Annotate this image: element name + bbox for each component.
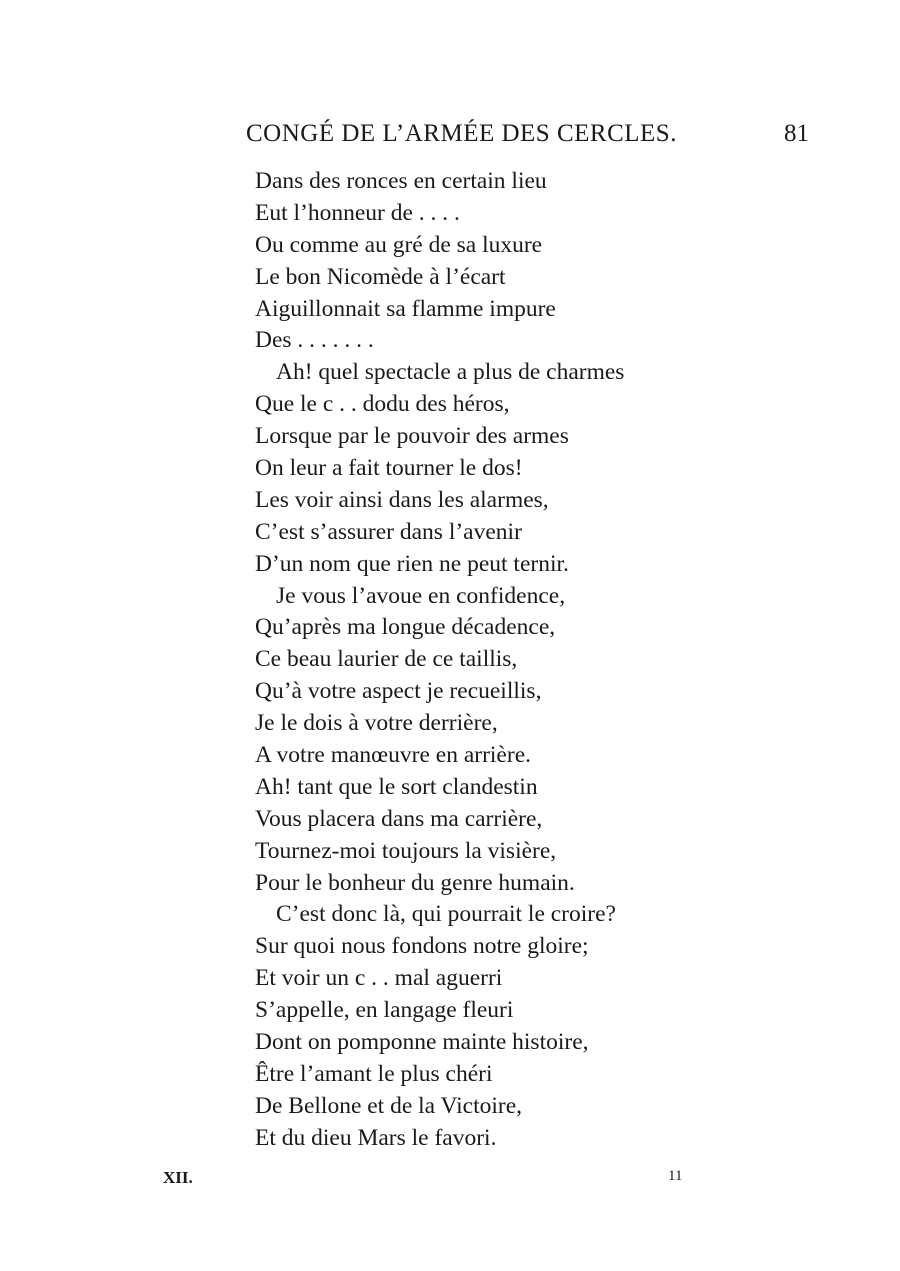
poem-line: Les voir ainsi dans les alarmes,	[255, 486, 549, 513]
sheet-folio: 11	[668, 1168, 683, 1184]
poem-line: Ah! tant que le sort clandestin	[255, 773, 538, 800]
poem-line: Ou comme au gré de sa luxure	[255, 231, 543, 258]
poem-line: Aiguillonnait sa flamme impure	[255, 295, 556, 322]
poem-line: Que le c . . dodu des héros,	[255, 391, 510, 418]
poem-line: Vous placera dans ma carrière,	[255, 805, 543, 832]
poem-line: A votre manœuvre en arrière.	[255, 742, 531, 769]
poem-line: Tournez-moi toujours la visière,	[255, 837, 557, 864]
poem-line: Ah! quel spectacle a plus de charmes	[276, 359, 625, 386]
poem-line: Qu’après ma longue décadence,	[255, 614, 556, 641]
poem-line: Qu’à votre aspect je recueillis,	[255, 678, 542, 705]
poem-line: Et du dieu Mars le favori.	[255, 1124, 497, 1151]
volume-signature: XII.	[163, 1168, 193, 1187]
page-number: 81	[784, 120, 809, 147]
poem-line: De Bellone et de la Victoire,	[255, 1092, 523, 1119]
poem-line: On leur a fait tourner le dos!	[255, 455, 523, 482]
poem-line: Sur quoi nous fondons notre gloire;	[255, 933, 589, 960]
poem-line: Dans des ronces en certain lieu	[255, 168, 547, 194]
poem-line: Et voir un c . . mal aguerri	[255, 965, 503, 992]
running-head-title: CONGÉ DE L’ARMÉE DES CERCLES.	[246, 120, 677, 147]
poem-line: Être l’amant le plus chéri	[255, 1060, 493, 1087]
poem-line: Je le dois à votre derrière,	[255, 710, 498, 737]
poem-line: Ce beau laurier de ce taillis,	[255, 646, 518, 673]
poem-line: C’est s’assurer dans l’avenir	[255, 518, 522, 545]
poem-line: Eut l’honneur de . . . .	[255, 199, 460, 226]
poem-line: Des . . . . . . .	[255, 327, 374, 354]
poem-text	[255, 166, 624, 1155]
poem-line: Lorsque par le pouvoir des armes	[255, 423, 569, 450]
poem-line: S’appelle, en langage fleuri	[255, 997, 514, 1024]
poem-line: Je vous l’avoue en confidence,	[276, 582, 566, 609]
poem-line: Pour le bonheur du genre humain.	[255, 869, 575, 896]
poem-line: C’est donc là, qui pourrait le croire?	[276, 901, 616, 928]
poem-line: Le bon Nicomède à l’écart	[255, 263, 506, 290]
poem-line: Dont on pomponne mainte histoire,	[255, 1029, 589, 1056]
poem-line: D’un nom que rien ne peut ternir.	[255, 550, 569, 577]
